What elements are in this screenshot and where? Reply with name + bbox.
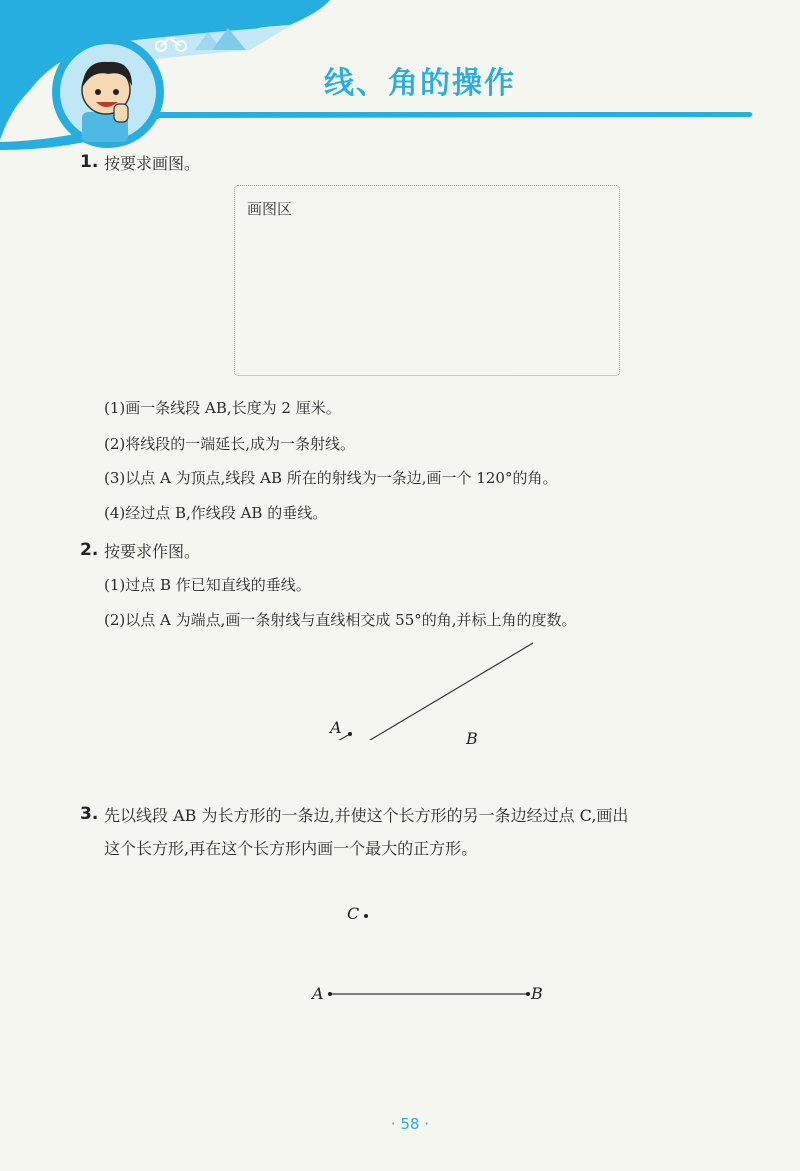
- question-1-item-4: (4)经过点 B,作线段 AB 的垂线。: [104, 504, 328, 522]
- given-line: [350, 643, 533, 740]
- page-number: · 58 ·: [390, 1115, 430, 1133]
- question-2-figure: [0, 640, 800, 740]
- q3-point-a-label: A: [312, 984, 324, 1003]
- question-1-item-1: (1)画一条线段 AB,长度为 2 厘米。: [104, 399, 341, 417]
- q2-point-b-label: B: [466, 729, 478, 748]
- drawing-area-label: 画图区: [247, 200, 293, 218]
- question-1-number: 1.: [80, 152, 99, 172]
- mascot-boy-icon: [82, 62, 132, 142]
- question-1-item-3: (3)以点 A 为顶点,线段 AB 所在的射线为一条边,画一个 120°的角。: [104, 469, 558, 487]
- question-3-line-2: 这个长方形,再在这个长方形内画一个最大的正方形。: [104, 839, 478, 858]
- question-3-figure: [0, 900, 800, 1020]
- point-b-dot: [526, 992, 530, 996]
- q3-point-c-label: C: [347, 904, 360, 923]
- question-3-line-1: 先以线段 AB 为长方形的一条边,并使这个长方形的另一条边经过点 C,画出: [104, 806, 629, 825]
- question-3-number: 3.: [80, 804, 99, 824]
- point-a-dot: [348, 732, 352, 736]
- q3-point-b-label: B: [531, 984, 543, 1003]
- question-1-text: 按要求画图。: [104, 154, 201, 173]
- question-2-text: 按要求作图。: [104, 542, 201, 561]
- question-2-item-2: (2)以点 A 为端点,画一条射线与直线相交成 55°的角,并标上角的度数。: [104, 611, 577, 629]
- question-2-number: 2.: [80, 540, 99, 560]
- point-c-dot: [364, 914, 368, 918]
- point-a-dot: [328, 992, 332, 996]
- q2-point-a-label: A: [330, 718, 342, 737]
- question-1-item-2: (2)将线段的一端延长,成为一条射线。: [104, 435, 356, 453]
- question-2-item-1: (1)过点 B 作已知直线的垂线。: [104, 576, 311, 594]
- page-title: 线、角的操作: [324, 66, 516, 101]
- drawing-area[interactable]: [234, 185, 620, 376]
